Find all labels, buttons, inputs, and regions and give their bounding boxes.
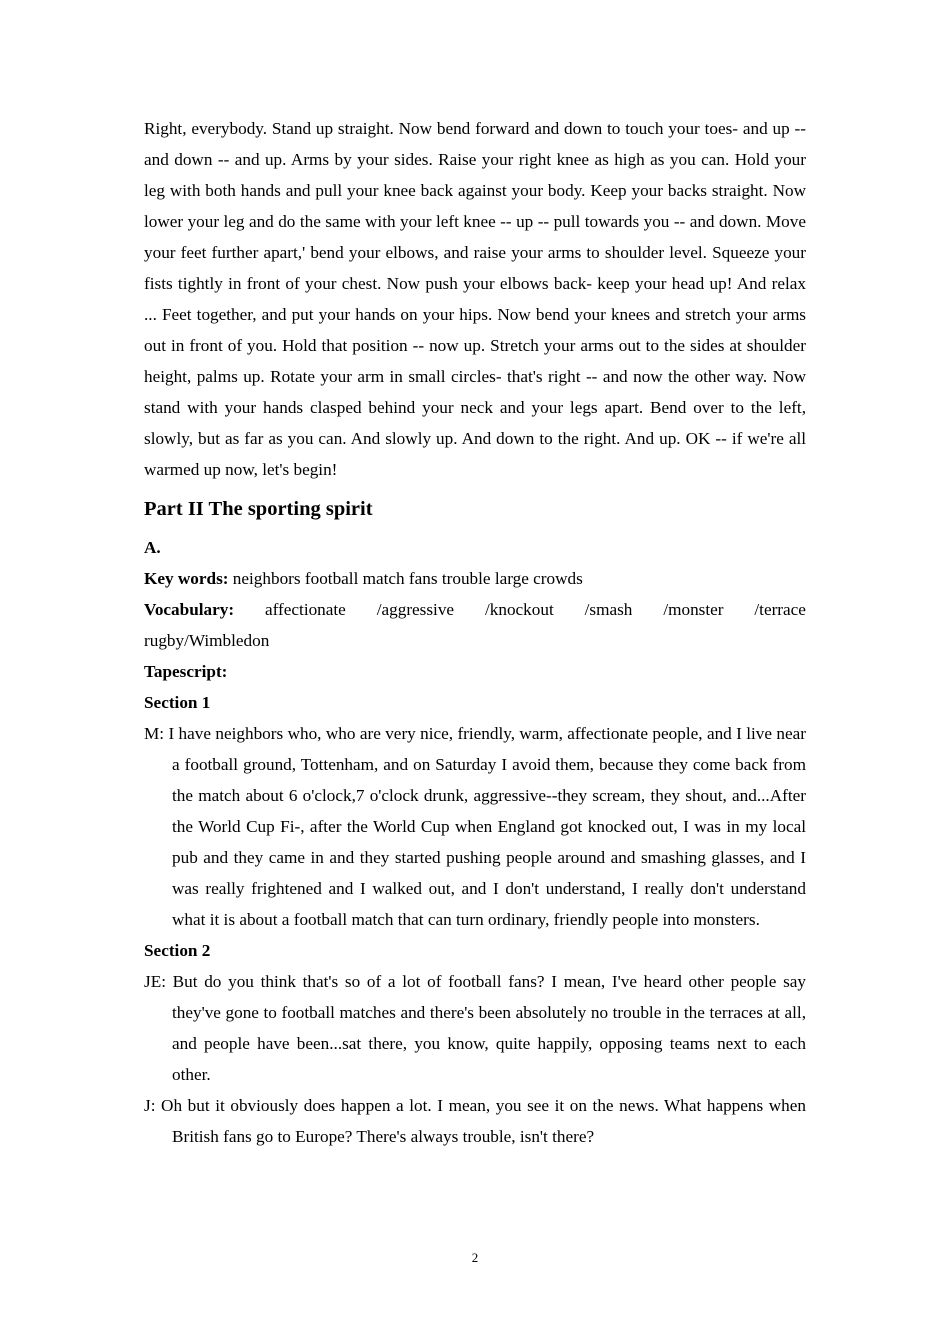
page-number: 2 — [471, 1250, 479, 1265]
vocabulary-block — [144, 594, 806, 656]
vocabulary-item: /monster — [663, 600, 724, 619]
section-1-title: Section 1 — [144, 693, 211, 712]
vocabulary-item: /knockout — [484, 600, 554, 619]
document-page — [144, 113, 806, 1152]
vocabulary-label: Vocabulary: — [144, 600, 235, 619]
dialogue-turn: J: Oh but it obviously does happen a lot. I mean, you see it on the news. What happens when British fans go to Europe? There's always trouble, isn't there? — [144, 1096, 806, 1146]
section-a-label: A. — [144, 538, 161, 557]
tapescript-label: Tapescript: — [144, 662, 228, 681]
vocabulary-item: /terrace — [754, 600, 806, 619]
dialogue-turn: JE: But do you think that's so of a lot of football fans? I mean, I've heard other people say they've gone to football matches and there's been absolutely no trouble in the terraces at all, and people have been...sat there, you know, quite happily, opposing teams next to each other. — [144, 972, 806, 1084]
section-2-title: Section 2 — [144, 941, 211, 960]
vocabulary-item: affectionate — [265, 600, 346, 619]
vocabulary-item: /smash — [584, 600, 633, 619]
vocabulary-item: /aggressive — [376, 600, 455, 619]
part-heading: Part II The sporting spirit — [144, 498, 373, 520]
dialogue-turn: M: I have neighbors who, who are very nice, friendly, warm, affectionate people, and I live near a football ground, Tottenham, and on Saturday I avoid them, because they come back from the match about 6 o'clock,7 o'clock drunk, aggressive--they scream, they shout, and...After the World Cup Fi-, after the World Cup when England got knocked out, I was in my local pub and they came in and they started pushing people around and smashing glasses, and I was really frightened and I walked out, and I don't understand, I really don't understand what it is about a football match that can turn ordinary, friendly people into monsters. — [144, 724, 806, 929]
key-words-label: Key words: — [144, 569, 229, 588]
vocabulary-row — [144, 594, 806, 625]
vocabulary-continuation: rugby/Wimbledon — [144, 631, 270, 650]
intro-paragraph: Right, everybody. Stand up straight. Now bend forward and down to touch your toes- and up -- and down -- and up. Arms by your sides. Raise your right knee as high as you can. Hold your leg with both hands and pull your knee back against your body. Keep your backs straight. Now lower your leg and do the same with your left knee -- up -- pull towards you -- and down. Move your feet further apart,' bend your elbows, and raise your arms to shoulder level. Squeeze your fists tightly in front of your chest. Now push your elbows back- keep your head up! And relax ... Feet together, and put your hands on your hips. Now bend your knees and stretch your arms out in front of you. Hold that position -- now up. Stretch your arms out to the sides at shoulder height, palms up. Rotate your arm in small circles- that's right -- and now the other way. Now stand with your hands clasped behind your neck and your legs apart. Bend over to the left, slowly, but as far as you can. And slowly up. And down to the right. And up. OK -- if we're all warmed up now, let's begin! — [144, 119, 806, 479]
key-words-text: neighbors football match fans trouble large crowds — [228, 569, 583, 588]
key-words-line — [144, 563, 806, 594]
